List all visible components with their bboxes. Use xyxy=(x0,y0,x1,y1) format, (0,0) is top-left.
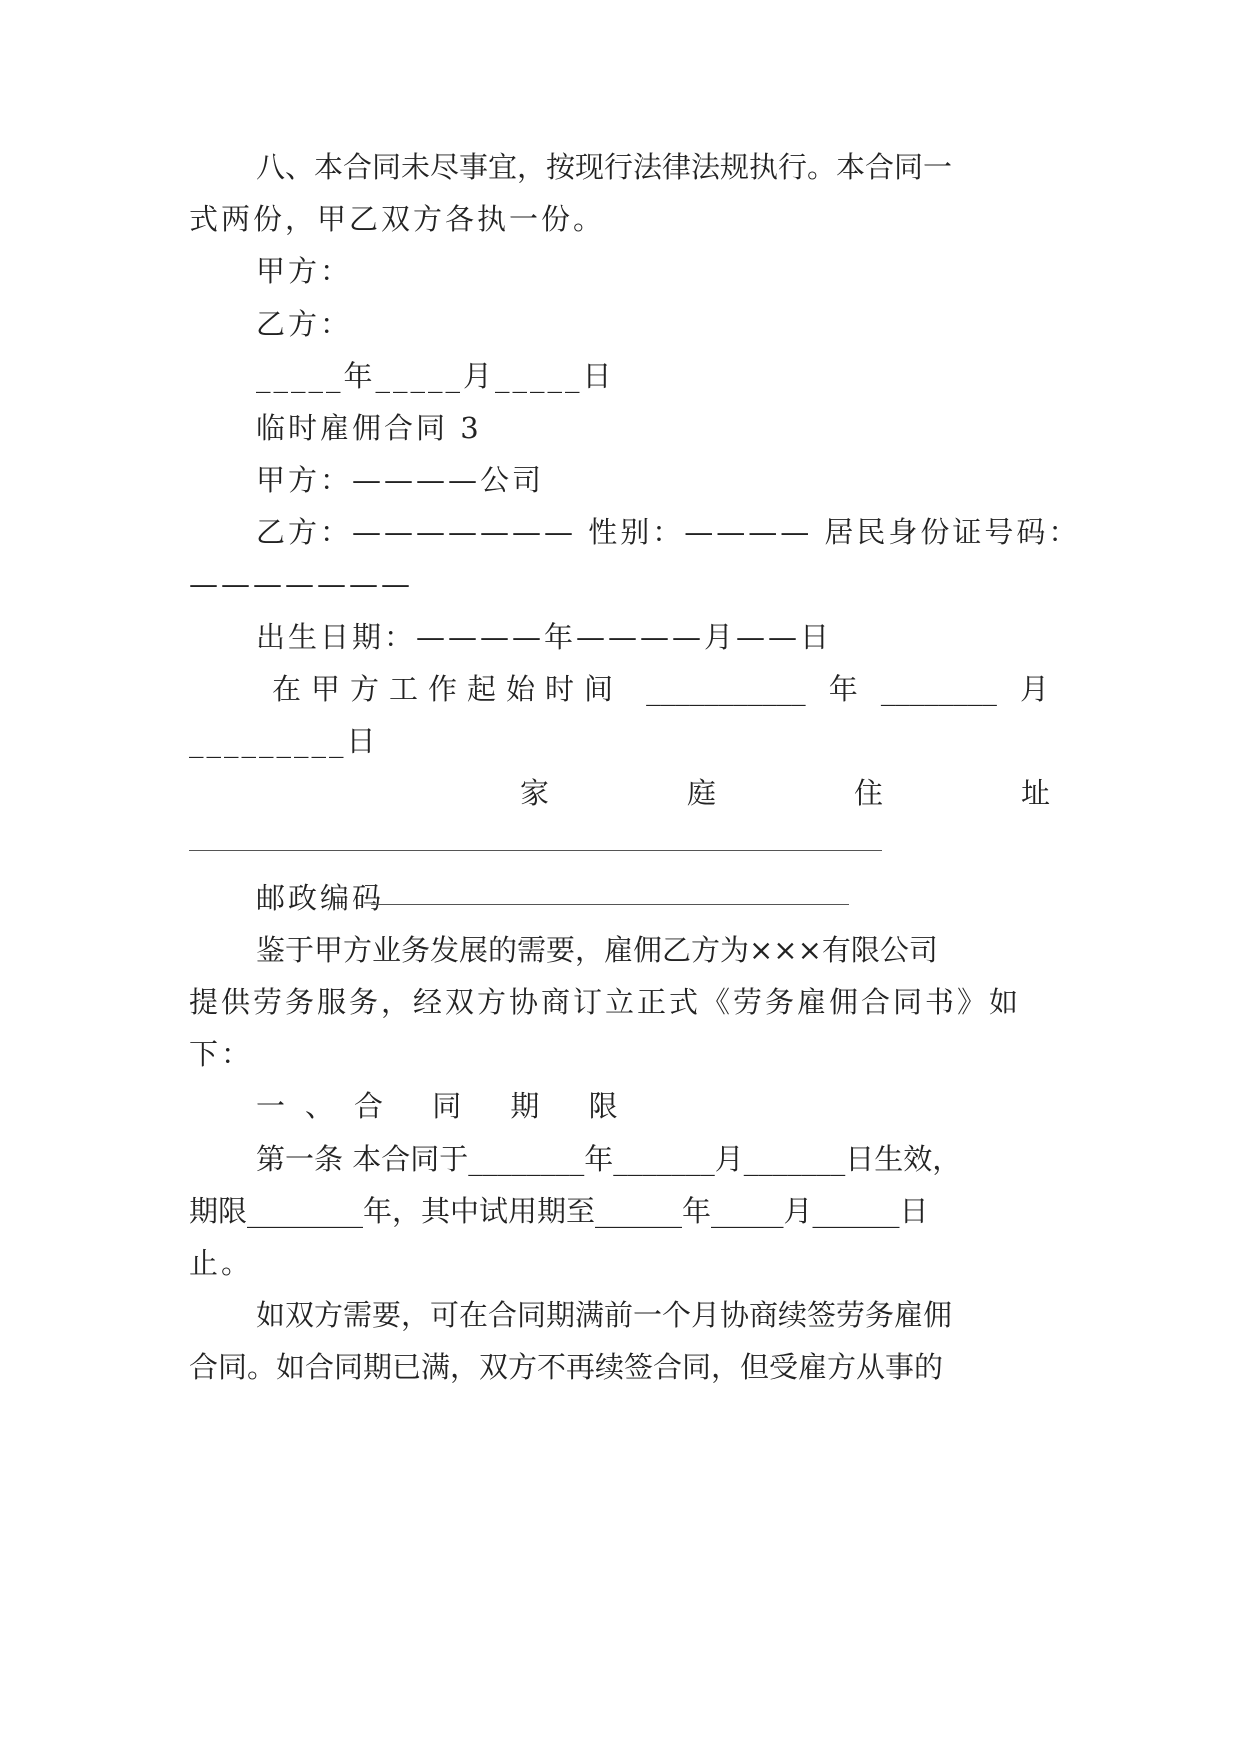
postal-code-blank-rule xyxy=(371,904,849,905)
article-one-line-3: 止。 xyxy=(189,1246,254,1280)
clause-eight-text-1: 八、本合同未尽事宜，按现行法律法规执行。本合同一 xyxy=(256,150,953,184)
renewal-text-1: 如双方需要，可在合同期满前一个月协商续签劳务雇佣 xyxy=(256,1298,953,1332)
clause-eight-line-2: 式两份，甲乙双方各执一份。 xyxy=(189,202,606,236)
home-address-char-2: 庭 xyxy=(686,776,716,810)
party-b-info-line: 乙方：——————— 性别：———— 居民身份证号码： xyxy=(256,515,1081,549)
work-start-line xyxy=(272,669,1049,709)
renewal-line-2 xyxy=(189,1347,1049,1387)
signature-date-line: _____年_____月_____日 xyxy=(256,359,615,393)
work-start-month-label: 月 xyxy=(1019,672,1049,706)
postal-code-line xyxy=(256,878,1049,918)
preamble-line-3: 下： xyxy=(189,1037,254,1071)
home-address-char-4: 址 xyxy=(1020,776,1050,810)
preamble-line-1 xyxy=(256,930,1049,970)
clause-eight-line-1 xyxy=(256,147,1049,187)
preamble-text-1: 鉴于甲方业务发展的需要，雇佣乙方为×××有限公司 xyxy=(256,933,938,967)
home-address-char-3: 住 xyxy=(853,776,883,810)
party-a-company-line: 甲方：————公司 xyxy=(256,463,545,497)
party-b-signature-label: 乙方： xyxy=(256,307,353,341)
article-one-text-2: 期限________年，其中试用期至______年_____月______日 xyxy=(189,1194,929,1228)
postal-code-label: 邮政编码 xyxy=(256,881,385,915)
work-start-label: 在甲方工作起始时间 xyxy=(272,672,624,706)
work-start-year-blank: ___________ xyxy=(646,672,806,706)
article-one-line-2 xyxy=(189,1191,1049,1231)
article-one-line-1 xyxy=(256,1139,1049,1179)
home-address-label xyxy=(520,773,1050,813)
renewal-text-2: 合同。如合同期已满，双方不再续签合同，但受雇方从事的 xyxy=(189,1350,944,1384)
birth-date-line: 出生日期：————年————月——日 xyxy=(256,620,833,654)
section-one-heading xyxy=(256,1086,1049,1126)
work-start-day-line: _________日 xyxy=(189,724,379,758)
contract-title: 临时雇佣合同 3 xyxy=(256,411,482,445)
home-address-char-1: 家 xyxy=(520,776,550,810)
home-address-blank-rule xyxy=(189,850,882,851)
section-one-title: 一、合 同 期 限 xyxy=(256,1089,638,1123)
work-start-year-label: 年 xyxy=(828,672,858,706)
work-start-month-blank: ________ xyxy=(880,672,997,706)
id-number-blank: ——————— xyxy=(189,567,413,601)
renewal-line-1 xyxy=(256,1295,1049,1335)
preamble-line-2: 提供劳务服务，经双方协商订立正式《劳务雇佣合同书》如 xyxy=(189,985,1022,1019)
article-one-text-1: 第一条 本合同于________年_______月_______日生效， xyxy=(256,1142,962,1176)
party-a-signature-label: 甲方： xyxy=(256,254,353,288)
